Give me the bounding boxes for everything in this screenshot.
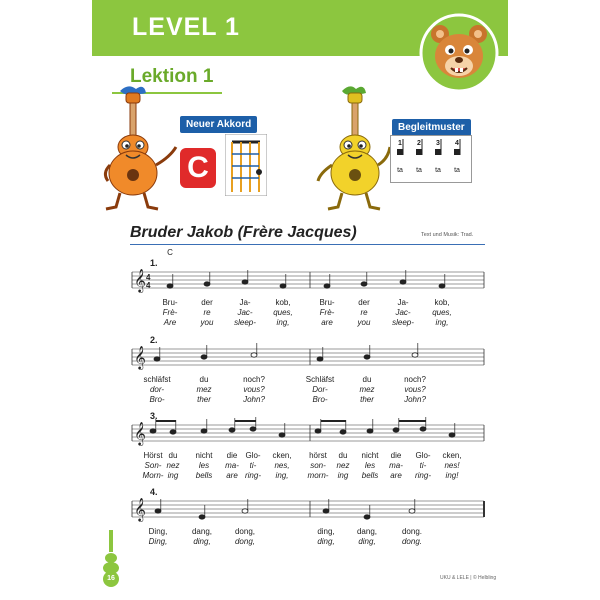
lyric-syllable: ther	[360, 395, 374, 404]
lyric-syllable: sleep-	[392, 318, 414, 327]
lyric-syllable: mez	[359, 385, 375, 394]
lyric-syllable: die	[390, 451, 402, 460]
note-head	[201, 355, 207, 359]
new-chord-badge: Neuer Akkord	[180, 116, 257, 133]
pattern-badge: Begleitmuster	[392, 119, 471, 136]
lyric-syllable: Ding,	[148, 537, 168, 546]
lyric-syllable: nicht	[361, 451, 379, 460]
page-number: 16	[103, 571, 119, 587]
lyric-syllable: Frè-	[162, 308, 178, 317]
lyric-syllable: bells	[195, 471, 213, 480]
time-signature: 4	[146, 281, 151, 290]
lyric-syllable: ing!	[445, 471, 459, 480]
lyric-syllable: cken,	[272, 451, 292, 460]
lyric-syllable: Bru-	[319, 298, 335, 307]
lyric-syllable: vous?	[404, 385, 426, 394]
note-head	[250, 427, 256, 431]
note-head	[400, 280, 406, 284]
song-title: Bruder Jakob (Frère Jacques)	[130, 224, 357, 241]
note-head	[204, 282, 210, 286]
treble-clef-icon: 𝄞	[134, 345, 146, 369]
lyric-syllable: Dor-	[312, 385, 328, 394]
lyric-syllable: die	[226, 451, 238, 460]
note-head	[242, 280, 248, 284]
note-head	[154, 357, 160, 361]
lyric-syllable: du	[362, 375, 372, 384]
system-number: 1.	[150, 258, 158, 268]
lyric-syllable: les	[198, 461, 210, 470]
lyric-syllable: noch?	[404, 375, 426, 384]
note-head	[449, 433, 455, 437]
lyric-syllable: dong.	[401, 527, 423, 536]
lyric-syllable: ding,	[317, 527, 335, 536]
lyric-syllable: ding,	[317, 537, 335, 546]
lesson-title: Lektion 1	[130, 66, 214, 87]
chord-c-symbol: C	[180, 148, 216, 188]
lyric-syllable: du	[338, 451, 348, 460]
footer-publisher: UKU & LELE | © Helbling	[440, 575, 497, 581]
lyric-syllable: you	[200, 318, 214, 327]
lyric-syllable: ding,	[358, 537, 376, 546]
lyric-syllable: Ding,	[148, 527, 168, 536]
lyric-syllable: sleep-	[234, 318, 256, 327]
lyric-syllable: Hörst	[143, 451, 163, 460]
pattern-syllable: ta	[397, 167, 403, 174]
lyric-syllable: nes!	[444, 461, 460, 470]
lyric-syllable: ti-	[249, 461, 257, 470]
note-head	[367, 429, 373, 433]
lyric-syllable: der	[201, 298, 213, 307]
treble-clef-icon: 𝄞	[134, 421, 146, 445]
lyric-syllable: are	[226, 471, 238, 480]
note-head	[317, 357, 323, 361]
note-head	[155, 509, 161, 513]
lyric-syllable: der	[358, 298, 370, 307]
note-head	[199, 515, 205, 519]
lyric-syllable: ques,	[432, 308, 452, 317]
note-head	[280, 284, 286, 288]
chord-label: C	[167, 248, 173, 257]
lyric-syllable: you	[357, 318, 371, 327]
lyric-syllable: dong.	[401, 537, 423, 546]
treble-clef-icon: 𝄞	[134, 268, 146, 292]
note-head	[439, 284, 445, 288]
note-head	[201, 429, 207, 433]
lyric-syllable: ma-	[225, 461, 239, 470]
time-signature: 4	[146, 273, 151, 282]
lyric-syllable: ing,	[275, 471, 289, 480]
lyric-syllable: dong,	[234, 537, 256, 546]
lyric-syllable: ing,	[276, 318, 290, 327]
note-head	[150, 429, 156, 433]
lyric-syllable: vous?	[243, 385, 265, 394]
lyric-syllable: nez	[336, 461, 350, 470]
lyric-syllable: kob,	[434, 298, 450, 307]
lyric-syllable: are	[390, 471, 402, 480]
lyric-syllable: nes,	[274, 461, 290, 470]
lyric-syllable: are	[321, 318, 333, 327]
lyric-syllable: dor-	[149, 385, 165, 394]
lyric-syllable: ing	[167, 471, 179, 480]
lyric-syllable: noch?	[243, 375, 265, 384]
note-head	[340, 430, 346, 434]
note-head	[167, 284, 173, 288]
system-number: 2.	[150, 335, 158, 345]
lyric-syllable: ring-	[414, 471, 431, 480]
lyric-syllable: nez	[166, 461, 180, 470]
lyric-syllable: Are	[163, 318, 177, 327]
lyric-syllable: bells	[361, 471, 379, 480]
pattern-beat: 3	[436, 140, 440, 147]
lyric-syllable: Frè-	[319, 308, 335, 317]
note-head	[364, 355, 370, 359]
pattern-beat: 2	[417, 140, 421, 147]
lyric-syllable: ing	[337, 471, 349, 480]
lyric-syllable: morn-	[307, 471, 329, 480]
lyric-syllable: re	[360, 308, 368, 317]
lyric-syllable: dang,	[191, 527, 213, 536]
note-head	[409, 509, 415, 513]
note-head	[279, 433, 285, 437]
lyric-syllable: Glo-	[245, 451, 261, 460]
note-head	[420, 427, 426, 431]
lyric-syllable: John?	[243, 395, 265, 404]
lyric-syllable: ring-	[244, 471, 261, 480]
lyric-syllable: du	[168, 451, 178, 460]
lyric-syllable: ding,	[193, 537, 211, 546]
lyric-syllable: Ja-	[397, 298, 409, 307]
note-head	[364, 515, 370, 519]
lyric-syllable: John?	[404, 395, 426, 404]
pattern-beat: 4	[455, 140, 459, 147]
lyric-syllable: Morn-	[142, 471, 164, 480]
lyric-syllable: les	[364, 461, 376, 470]
lyric-syllable: du	[199, 375, 209, 384]
song-credit: Text und Musik: Trad.	[421, 232, 474, 238]
note-head	[315, 429, 321, 433]
lyric-syllable: Bru-	[162, 298, 178, 307]
level-title: LEVEL 1	[132, 13, 240, 41]
lyric-syllable: ques,	[273, 308, 293, 317]
lyric-syllable: re	[203, 308, 211, 317]
note-head	[393, 428, 399, 432]
note-head	[229, 428, 235, 432]
note-head	[323, 509, 329, 513]
pattern-syllable: ta	[454, 167, 460, 174]
lyric-syllable: Bro-	[312, 395, 328, 404]
lyric-syllable: kob,	[275, 298, 291, 307]
lyric-syllable: ma-	[389, 461, 403, 470]
ukulele-silhouette-icon	[101, 530, 121, 574]
lyric-syllable: Glo-	[415, 451, 431, 460]
lyric-syllable: cken,	[442, 451, 462, 460]
lyric-syllable: son-	[310, 461, 326, 470]
lyric-syllable: ti-	[419, 461, 427, 470]
lyric-syllable: dang,	[356, 527, 378, 536]
note-head	[251, 353, 257, 357]
lyric-syllable: Jac-	[237, 308, 253, 317]
lyric-syllable: dong,	[234, 527, 256, 536]
pattern-beat: 1	[398, 140, 402, 147]
pattern-syllable: ta	[435, 167, 441, 174]
system-number: 3.	[150, 411, 158, 421]
lyric-syllable: ing,	[435, 318, 449, 327]
note-head	[324, 284, 330, 288]
lyric-syllable: schläfst	[143, 375, 171, 384]
lyric-syllable: Son-	[144, 461, 162, 470]
note-head	[242, 509, 248, 513]
system-number: 4.	[150, 487, 158, 497]
lyric-syllable: Bro-	[149, 395, 165, 404]
treble-clef-icon: 𝄞	[134, 497, 146, 521]
lyric-syllable: Ja-	[239, 298, 251, 307]
lyric-syllable: Schläfst	[305, 375, 335, 384]
note-head	[412, 353, 418, 357]
lyric-syllable: Jac-	[395, 308, 411, 317]
lyric-syllable: ther	[197, 395, 211, 404]
note-head	[361, 282, 367, 286]
lyric-syllable: hörst	[309, 451, 327, 460]
pattern-syllable: ta	[416, 167, 422, 174]
note-head	[170, 430, 176, 434]
lyric-syllable: mez	[196, 385, 212, 394]
lyric-syllable: nicht	[195, 451, 213, 460]
